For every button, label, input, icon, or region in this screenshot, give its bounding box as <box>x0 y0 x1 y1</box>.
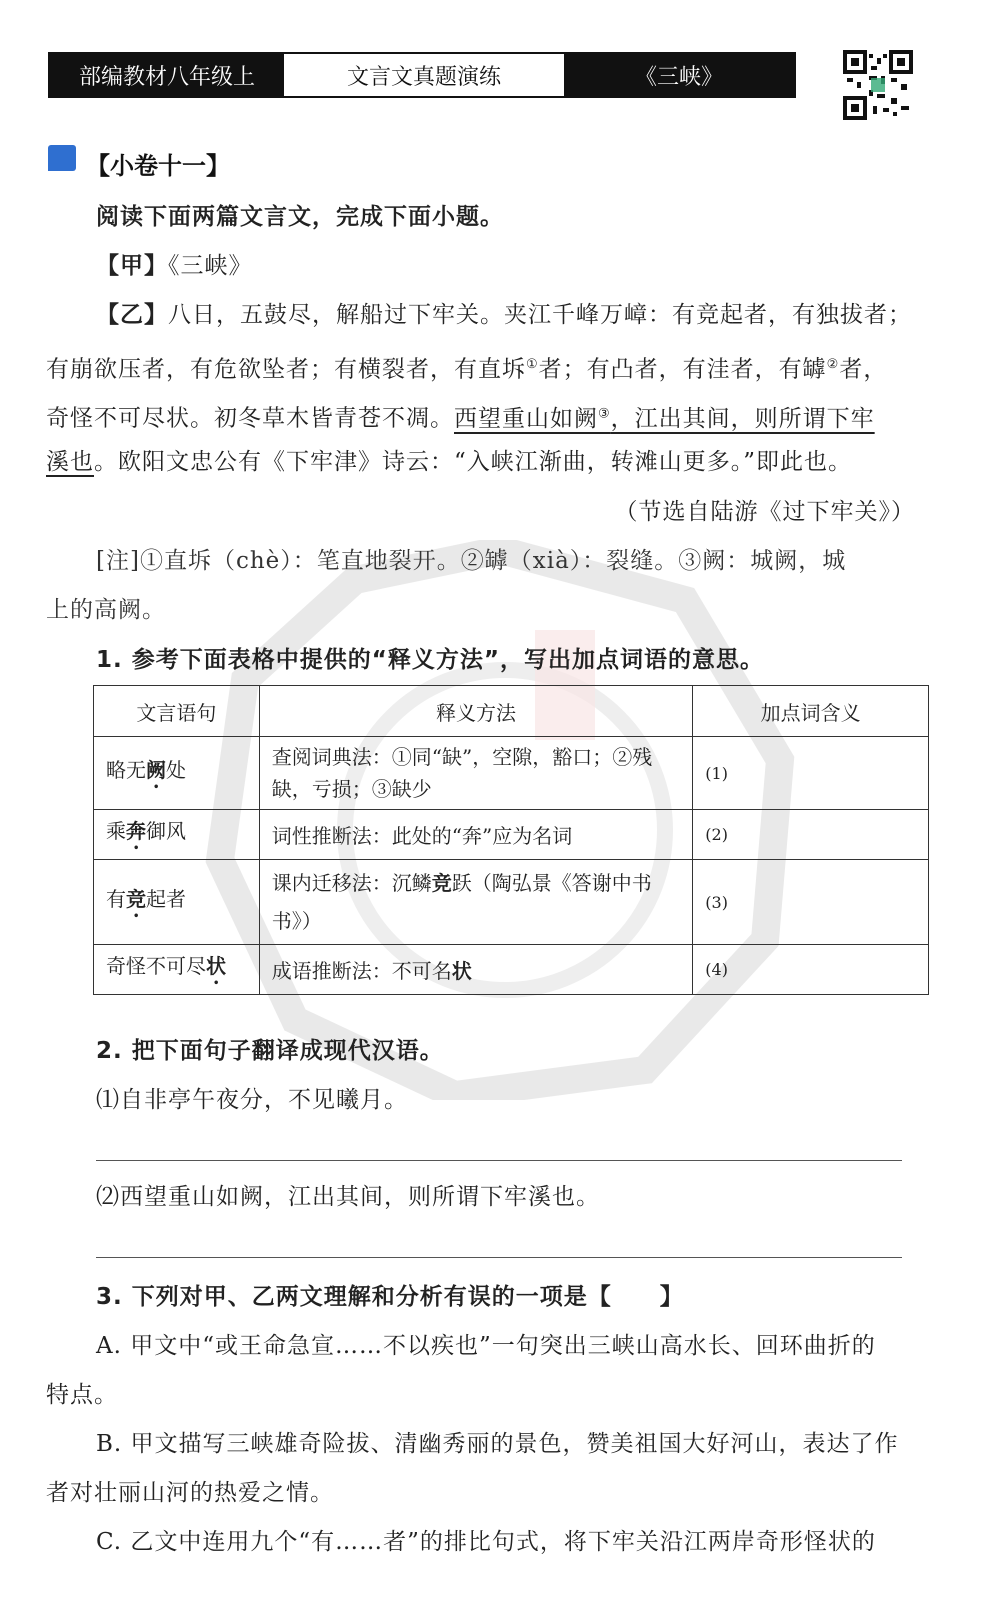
table-row <box>94 810 929 860</box>
table-row <box>94 945 929 995</box>
sentence-cell: 略无阙处 <box>94 737 260 810</box>
table-row <box>94 737 929 810</box>
answer-cell[interactable]: (4) <box>693 945 929 995</box>
header-lesson: 《三峡》 <box>564 54 794 96</box>
notes-line1: [注]①直坼（chè）：笔直地裂开。②罅（xià）：裂缝。③阙：城阙，城 <box>96 548 847 574</box>
method-cell: 成语推断法：不可名状 <box>259 945 692 995</box>
passage-b-line1: 【乙】八日，五鼓尽，解船过下牢关。夹江千峰万嶂：有竞起者，有独拔者； <box>96 302 912 328</box>
section-title: 【小卷十一】 <box>48 146 230 181</box>
table-header-row <box>94 686 929 737</box>
q3-option-a-cont: 特点。 <box>46 1382 118 1408</box>
answer-cell[interactable]: (2) <box>693 810 929 860</box>
sentence-cell: 奇怪不可尽状 <box>94 945 260 995</box>
sentence-cell: 有竞起者 <box>94 860 260 945</box>
q3-option-b: B. 甲文描写三峡雄奇险拔、清幽秀丽的景色，赞美祖国大好河山，表达了作 <box>96 1431 899 1457</box>
header-topic: 文言文真题演练 <box>284 54 564 96</box>
passage-b-source: （节选自陆游《过下牢关》） <box>614 499 915 525</box>
table-header: 加点词含义 <box>693 686 929 737</box>
header-grade: 部编教材八年级上 <box>50 54 284 96</box>
method-cell: 查阅词典法：①同“缺”，空隙，豁口；②残缺，亏损；③缺少 <box>259 737 692 810</box>
instruction: 阅读下面两篇文言文，完成下面小题。 <box>96 204 504 230</box>
q2-stem: 2. 把下面句子翻译成现代汉语。 <box>96 1038 444 1064</box>
q3-option-c: C. 乙文中连用九个“有……者”的排比句式，将下牢关沿江两岸奇形怪状的 <box>96 1529 876 1555</box>
passage-b-line2: 有崩欲压者，有危欲坠者；有横裂者，有直坼①者；有凸者，有洼者，有罅②者， <box>46 356 888 383</box>
passage-b-line3: 奇怪不可尽状。初冬草木皆青苍不凋。西望重山如阙③，江出其间，则所谓下牢 <box>46 405 875 432</box>
answer-cell[interactable]: (3) <box>693 860 929 945</box>
qr-code-icon <box>843 50 913 120</box>
method-cell: 词性推断法：此处的“奔”应为名词 <box>259 810 692 860</box>
q3-stem: 3. 下列对甲、乙两文理解和分析有误的一项是【 】 <box>96 1284 684 1310</box>
bookmark-icon <box>48 145 76 171</box>
q1-table <box>93 685 929 995</box>
sentence-cell: 乘奔御风 <box>94 810 260 860</box>
underlined-sentence: 西望重山如阙③，江出其间，则所谓下牢 <box>454 405 875 432</box>
method-cell: 课内迁移法：沉鳞竞跃（陶弘景《答谢中书书》） <box>259 860 692 945</box>
q3-option-a: A. 甲文中“或王命急宣……不以疾也”一句突出三峡山高水长、回环曲折的 <box>96 1333 876 1359</box>
q1-stem: 1. 参考下面表格中提供的“释义方法”，写出加点词语的意思。 <box>96 647 764 673</box>
answer-line-1[interactable] <box>96 1160 902 1161</box>
header-bar <box>48 52 796 98</box>
passage-b-line4: 溪也。欧阳文忠公有《下牢津》诗云：“入峡江渐曲，转滩山更多。”即此也。 <box>46 449 853 475</box>
notes-line2: 上的高阙。 <box>46 597 166 623</box>
q3-option-b-cont: 者对壮丽山河的热爱之情。 <box>46 1480 334 1506</box>
table-header: 文言语句 <box>94 686 260 737</box>
answer-cell[interactable]: (1) <box>693 737 929 810</box>
table-header: 释义方法 <box>259 686 692 737</box>
q2-sentence-2: ⑵西望重山如阙，江出其间，则所谓下牢溪也。 <box>96 1184 600 1210</box>
table-row <box>94 860 929 945</box>
passage-a: 【甲】《三峡》 <box>96 253 253 279</box>
answer-line-2[interactable] <box>96 1257 902 1258</box>
q2-sentence-1: ⑴自非亭午夜分，不见曦月。 <box>96 1087 408 1113</box>
